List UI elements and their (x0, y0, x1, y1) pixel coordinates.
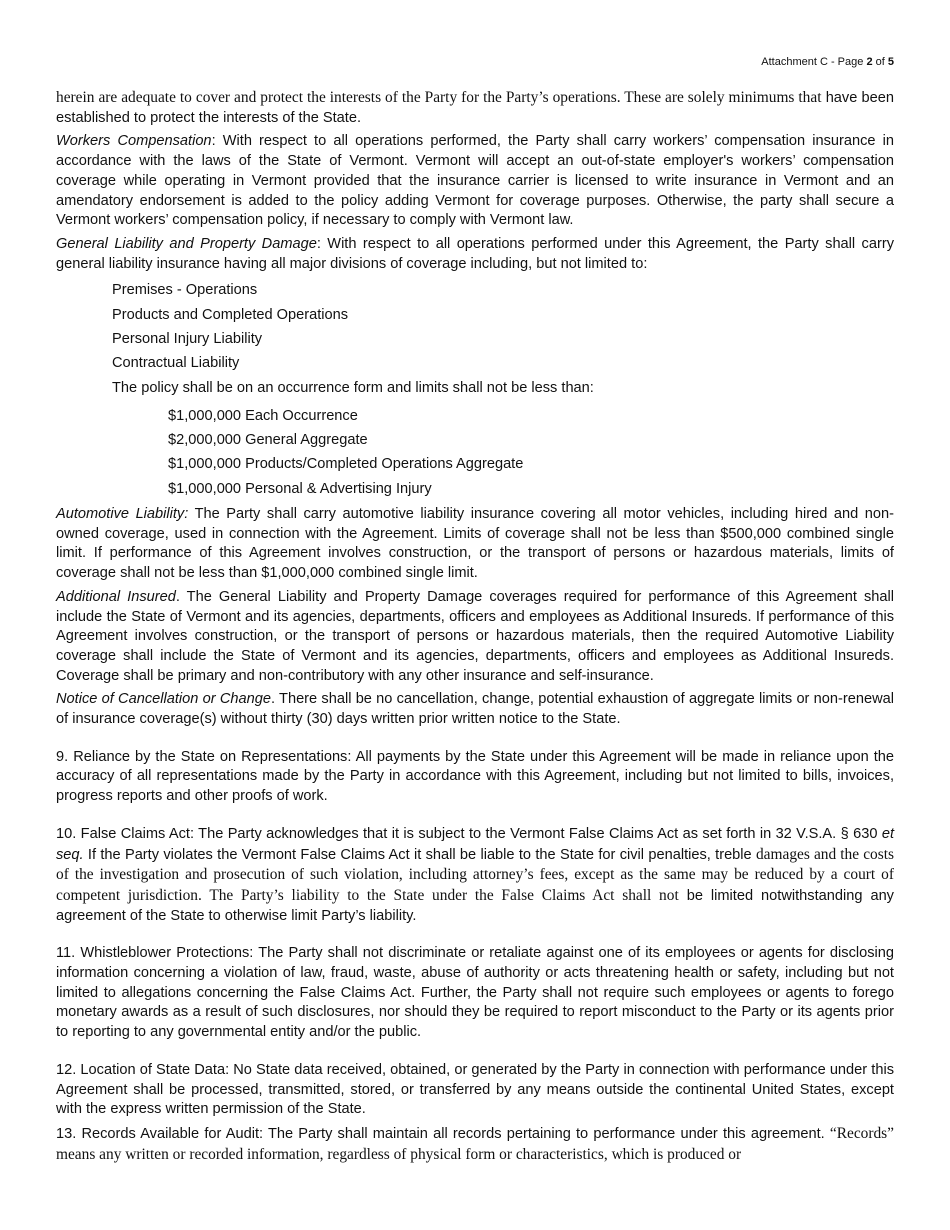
automotive-liability-text: The Party shall carry automotive liability insurance covering all motor vehicles, including hired and non-owned coverage, used in connection with the Agreement. Limits of coverage shall not be less than $500,000 combined single limit. If performance of this Agreement involves construction, or the transport of persons or hazardous materials, limits of coverage shall not be less than $1,000,000 combined single limit. (56, 506, 894, 582)
section-13-serif-text: “Records” means any written or recorded information, regardless of physical form or characteristics, which is produced or (56, 1124, 894, 1163)
general-liability-text: : With respect to all operations performed under this Agreement, the Party shall carry general liability insurance having all major divisions of coverage including, but not limited to: (56, 235, 894, 272)
coverage-list (112, 278, 894, 399)
section-10-et-seq: et seq. (56, 825, 894, 863)
section-12-paragraph: 12. Location of State Data: No State data received, obtained, or generated by the Party in connection with performance under this Agreement shall be processed, transmitted, stored, or transferred by any means outside the continental United States, except with the express written permission of the State. (56, 1061, 894, 1118)
section-10-text-b: If the Party violates the Vermont False Claims Act it shall be liable to the State for civil penalties, treble (83, 846, 752, 863)
automotive-liability-paragraph (56, 505, 894, 584)
section-11-paragraph: 11. Whistleblower Protections: The Party shall not discriminate or retaliate against one of its employees or agents for disclosing information concerning a violation of law, fraud, waste, abuse of authority or acts threatening health or safety, including but not limited to allegations concerning the False Claims Act. Further, the Party shall not require such employees or agents to forego monetary awards as a result of such disclosures, nor should they be required to report misconduct to the Party or its agents prior to reporting to any governmental entity and/or the public. (56, 945, 894, 1041)
notice-paragraph (56, 690, 894, 729)
policy-statement: The policy shall be on an occurrence form and limits shall not be less than: (112, 379, 594, 396)
list-item: Products and Completed Operations (112, 306, 349, 323)
additional-insured-paragraph (56, 588, 894, 687)
list-item: Premises - Operations (112, 282, 258, 299)
list-item: Personal Injury Liability (112, 330, 263, 347)
spacer (56, 1047, 894, 1061)
notice-text: . There shall be no cancellation, change, potential exhaustion of aggregate limits or non-renewal of insurance coverage(s) without thirty (30) days written prior written notice to the State. (56, 691, 894, 728)
additional-insured-title: Additional Insured (56, 588, 176, 605)
section-13-text: 13. Records Available for Audit: The Party shall maintain all records pertaining to performance under this agreement. (56, 1125, 825, 1142)
workers-compensation-text: : With respect to all operations performed, the Party shall carry workers’ compensation insurance in accordance with the laws of the State of Vermont. Vermont will accept an out-of-state employer's workers’ compensation coverage while operating in Vermont provided that the insurance carrier is licensed to write insurance in Vermont and an amendatory endorsement is added to the policy adding Vermont for coverage purposes. Otherwise, the party shall secure a Vermont workers’ compensation policy, if necessary to comply with Vermont law. (56, 133, 894, 229)
section-10-serif-text: damages and the costs of the investigation and prosecution of such violation, including attorney’s fees, except as the same may be reduced by a court of competent jurisdiction. The Party’s liability to the State under the False Claims Act shall not (56, 845, 894, 904)
page-header (761, 55, 894, 69)
intro-paragraph (56, 88, 894, 128)
list-item: Contractual Liability (112, 355, 240, 372)
spacer (56, 811, 894, 825)
intro-text: have been established to protect the interests of the State. (56, 90, 894, 126)
section-9-paragraph: 9. Reliance by the State on Representations: All payments by the State under this Agreement will be made in reliance upon the accuracy of all representations made by the Party in accordance with this Agreement, including but not limited to bills, invoices, progress reports and other proofs of work. (56, 748, 894, 805)
header-of: of (875, 56, 885, 68)
general-liability-paragraph (56, 235, 894, 274)
section-10-text-c: be limited notwithstanding any agreement of the State to otherwise limit Party’s liability. (56, 887, 894, 924)
automotive-liability-title: Automotive Liability: (56, 506, 189, 522)
document-body (56, 88, 894, 1169)
header-page-total: 5 (887, 56, 894, 68)
list-item: $1,000,000 Each Occurrence (168, 407, 358, 424)
header-page-number: 2 (866, 56, 873, 68)
limits-list (168, 404, 894, 501)
spacer (56, 734, 894, 748)
list-item: $1,000,000 Personal & Advertising Injury (168, 480, 432, 497)
section-13-paragraph (56, 1124, 894, 1165)
list-item: $1,000,000 Products/Completed Operations Aggregate (168, 456, 524, 473)
list-item: $2,000,000 General Aggregate (168, 432, 368, 449)
header-label: Attachment C - Page (761, 56, 864, 68)
spacer (56, 930, 894, 944)
intro-serif-text: herein are adequate to cover and protect the interests of the Party for the Party’s operations. These are solely minimums that (56, 89, 822, 106)
section-10-paragraph (56, 825, 894, 927)
section-10-text-a: 10. False Claims Act: The Party acknowledges that it is subject to the Vermont False Claims Act as set forth in 32 V.S.A. § 630 (56, 825, 882, 842)
additional-insured-text: . The General Liability and Property Damage coverages required for performance of this Agreement shall include the State of Vermont and its agencies, departments, officers and employees as Additional Insureds. If performance of this Agreement involves construction, or the transport of persons or hazardous materials, then the required Automotive Liability coverage shall include the State of Vermont and its agencies, departments, officers and employees as Additional Insureds. Coverage shall be primary and non-contributory with any other insurance and self-insurance. (56, 588, 894, 684)
notice-title: Notice of Cancellation or Change (56, 691, 271, 708)
workers-compensation-paragraph (56, 132, 894, 231)
workers-compensation-title: Workers Compensation (56, 133, 212, 150)
general-liability-title: General Liability and Property Damage (56, 235, 317, 252)
